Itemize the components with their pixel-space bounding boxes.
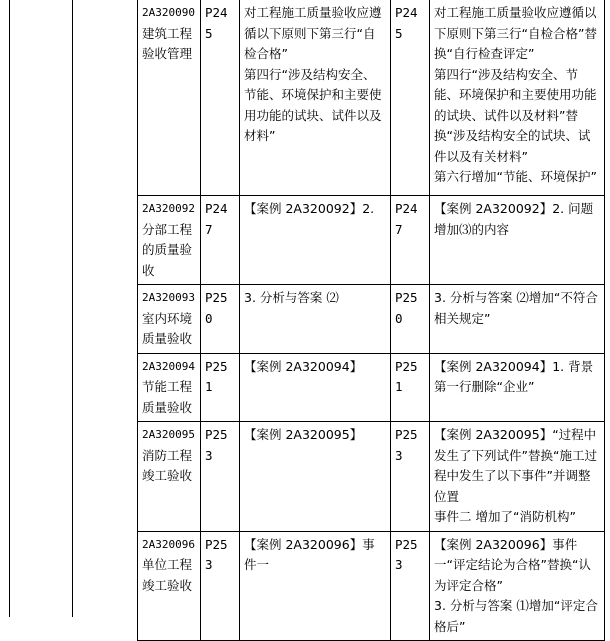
code-cell — [138, 353, 201, 422]
section-name: 分部工程的质量验收 — [142, 221, 193, 278]
code-cell — [138, 0, 201, 196]
section-code: 2A320090 — [142, 6, 195, 19]
rev-page: P253 — [391, 422, 430, 532]
section-name: 节能工程质量验收 — [142, 379, 193, 415]
code-cell — [138, 196, 201, 285]
code-cell — [138, 422, 201, 532]
section-code: 2A320093 — [142, 291, 195, 304]
orig-text: 【案例 2A320094】 — [240, 353, 391, 422]
rev-page: P247 — [391, 196, 430, 285]
table-row — [138, 196, 605, 285]
section-name: 消防工程竣工验收 — [142, 447, 193, 483]
left-column-border — [72, 0, 73, 617]
orig-page: P247 — [201, 196, 240, 285]
section-name: 单位工程竣工验收 — [142, 557, 193, 593]
orig-text: 【案例 2A320096】事件一 — [240, 531, 391, 641]
rev-page: P250 — [391, 285, 430, 354]
rev-text: 【案例 2A320096】事件一“评定结论为合格”替换“认为评定合格” 3. 分析与答案 ⑴增加“评定合格后” — [430, 531, 605, 641]
section-code: 2A320092 — [142, 202, 195, 215]
code-cell — [138, 531, 201, 641]
section-name: 室内环境质量验收 — [142, 310, 193, 346]
code-cell — [138, 285, 201, 354]
rev-text: 【案例 2A320095】“过程中发生了下列试件”替换“施工过程中发生了以下事件”并调整位置 事件二 增加了“消防机构” — [430, 422, 605, 532]
rev-text: 【案例 2A320092】2. 问题增加⑶的内容 — [430, 196, 605, 285]
revision-table — [137, 0, 605, 641]
orig-page: P250 — [201, 285, 240, 354]
section-code: 2A320095 — [142, 428, 195, 441]
orig-page: P253 — [201, 422, 240, 532]
rev-page: P251 — [391, 353, 430, 422]
table-row — [138, 0, 605, 196]
rev-text: 3. 分析与答案 ⑵增加“不符合相关规定” — [430, 285, 605, 354]
section-name: 建筑工程验收管理 — [142, 25, 193, 61]
table-row — [138, 422, 605, 532]
rev-page: P245 — [391, 0, 430, 196]
orig-page: P251 — [201, 353, 240, 422]
table-row — [138, 353, 605, 422]
orig-text: 【案例 2A320095】 — [240, 422, 391, 532]
orig-text: 【案例 2A320092】2. — [240, 196, 391, 285]
table-row — [138, 285, 605, 354]
section-code: 2A320096 — [142, 537, 195, 551]
rev-text: 对工程施工质量验收应遵循以下原则下第三行“自检合格”替换“自行检查评定” 第四行“涉及结构安全、节能、环境保护和主要使用功能的试块、试件以及材料”替换“涉及结构安全的试块、试件以及有关材料” 第六行增加“节能、环境保护” — [430, 0, 605, 196]
orig-text: 3. 分析与答案 ⑵ — [240, 285, 391, 354]
orig-text: 对工程施工质量验收应遵循以下原则下第三行“自检合格” 第四行“涉及结构安全、节能、环境保护和主要使用功能的试块、试件以及材料” — [240, 0, 391, 196]
rev-text: 【案例 2A320094】1. 背景 第一行删除“企业” — [430, 353, 605, 422]
orig-page: P253 — [201, 531, 240, 641]
left-column-border — [9, 0, 10, 617]
table-row — [138, 531, 605, 641]
section-code: 2A320094 — [142, 359, 195, 373]
orig-page: P245 — [201, 0, 240, 196]
rev-page: P253 — [391, 531, 430, 641]
